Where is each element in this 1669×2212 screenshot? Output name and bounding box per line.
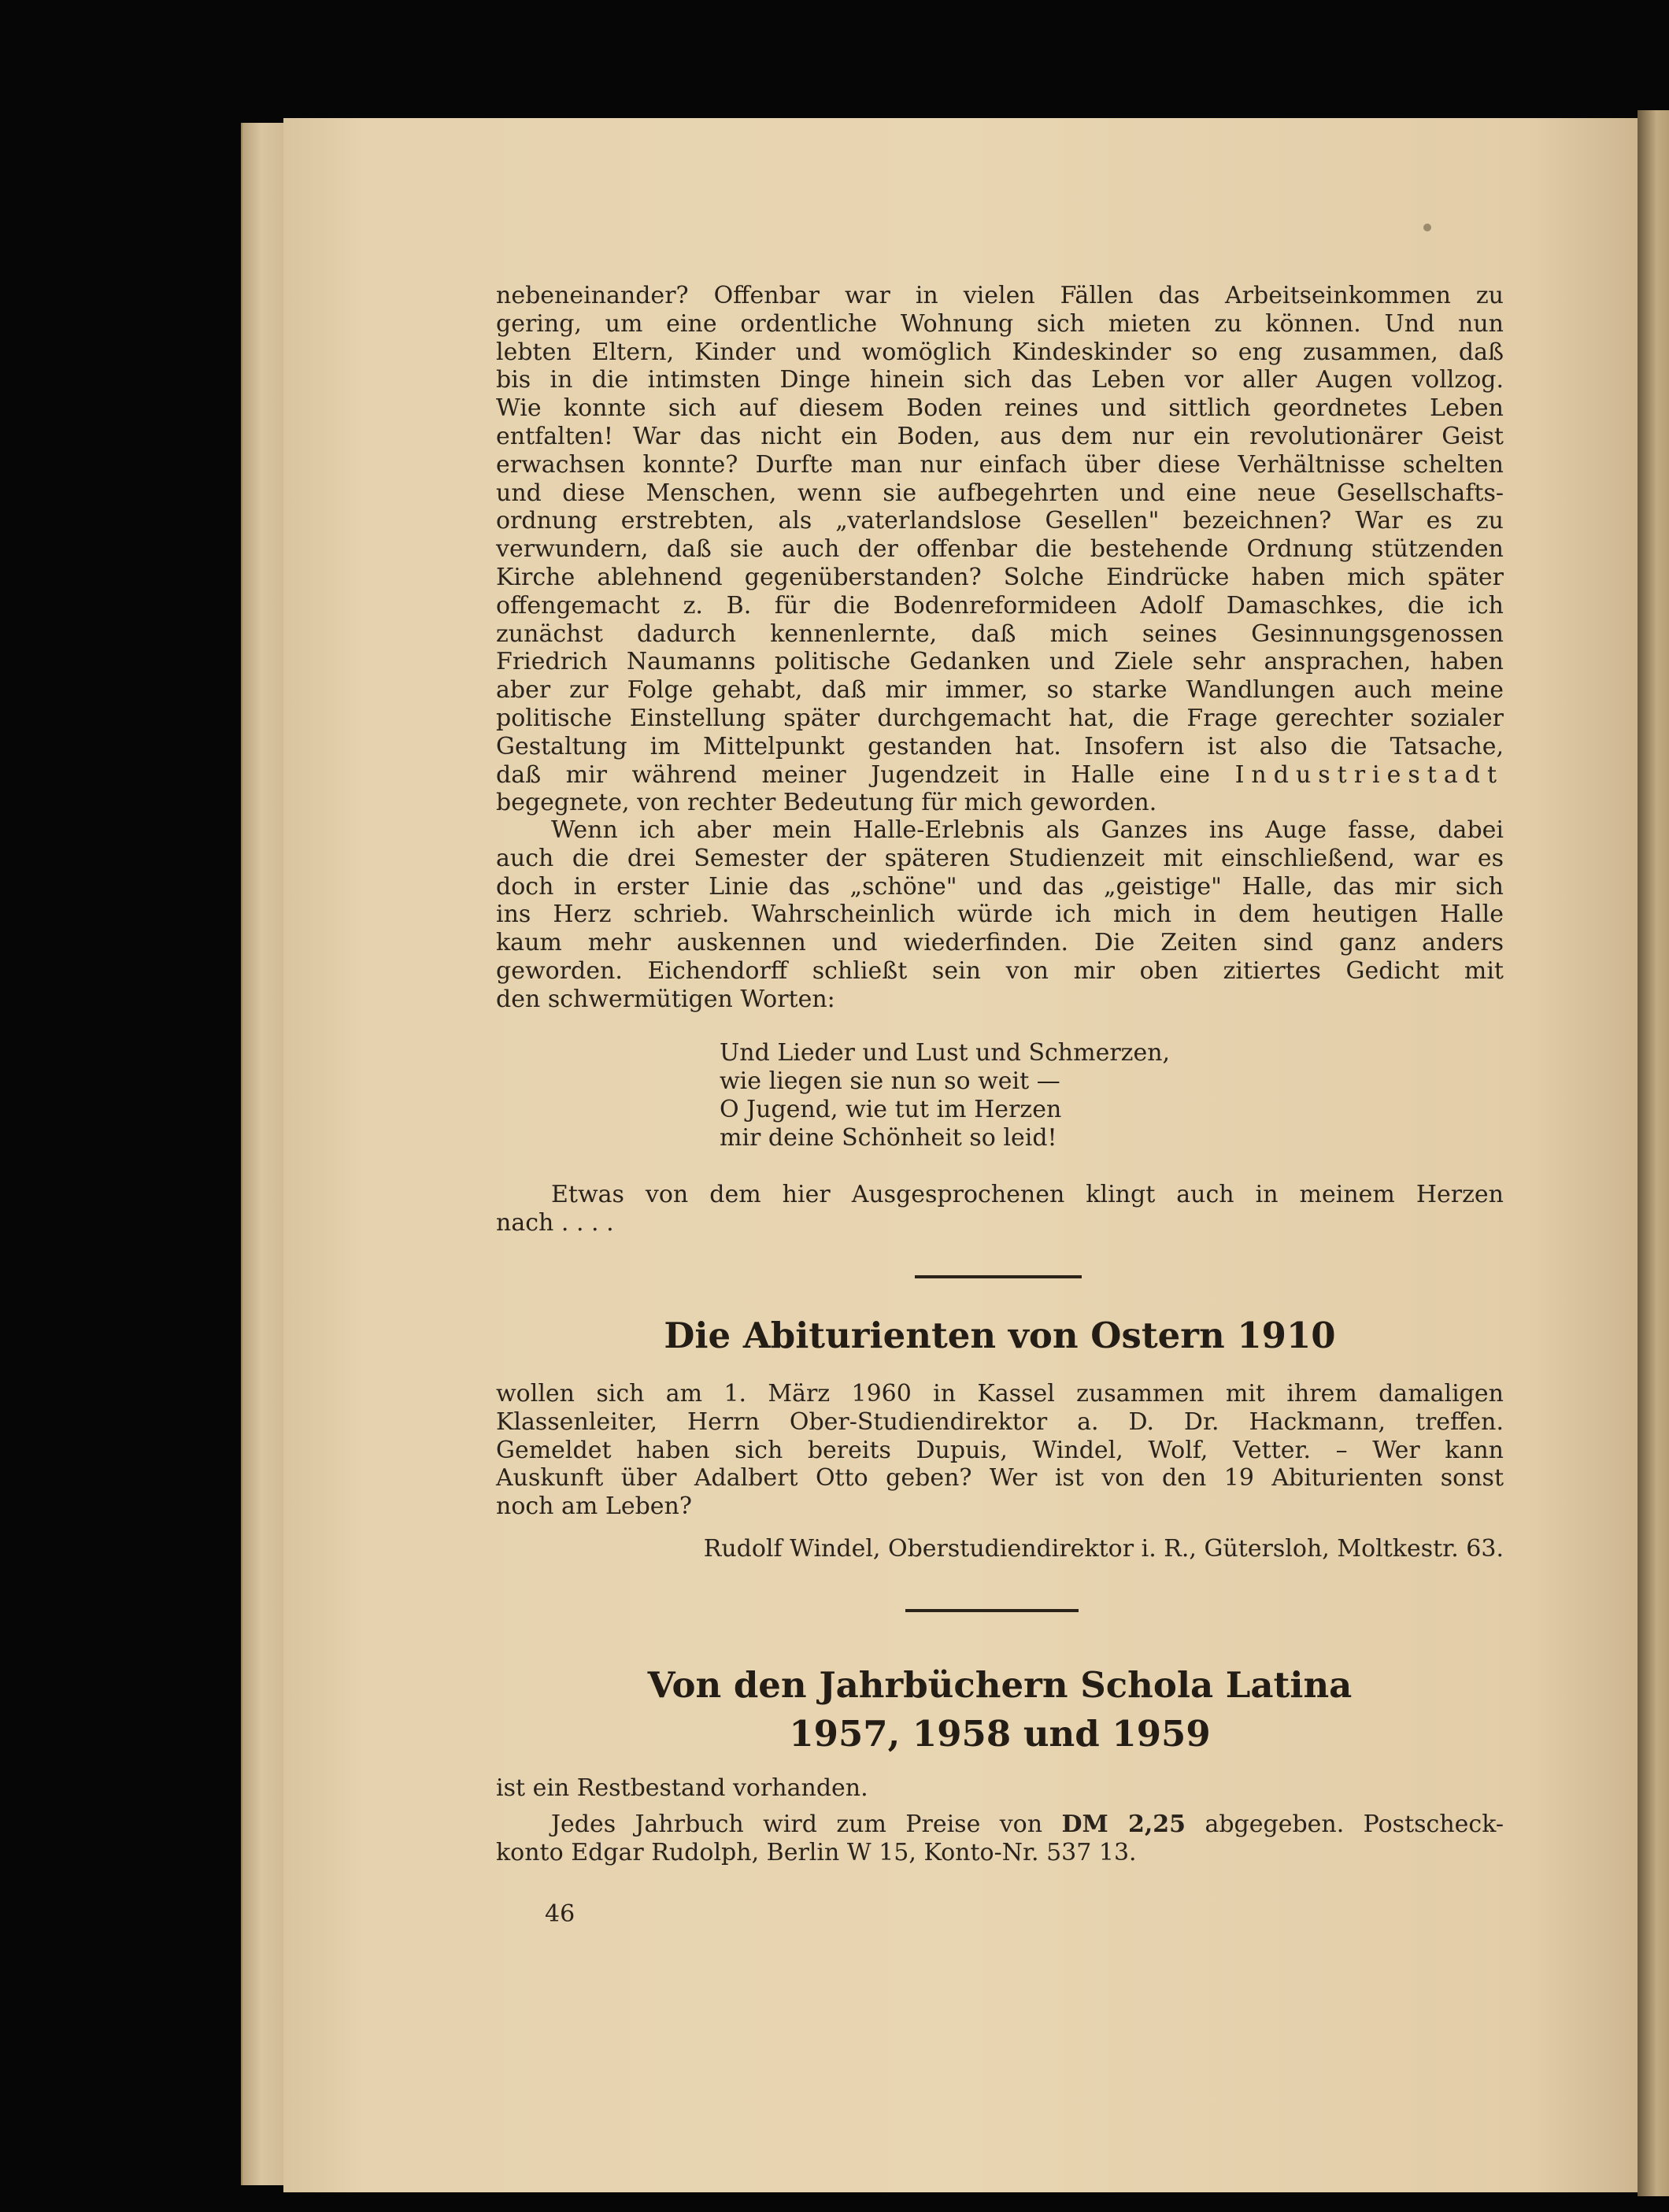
text-line: Wie konnte sich auf diesem Boden reines und sittlich geordnetes Leben (496, 394, 1504, 423)
text-line: und diese Menschen, wenn sie aufbegehrten und eine neue Gesellschafts- (496, 479, 1504, 507)
text-line: ist ein Restbestand vorhanden. (496, 1774, 868, 1802)
poem-quote (720, 1039, 1170, 1152)
notice-2-price-paragraph (496, 1811, 1504, 1867)
poem-line: wie liegen sie nun so weit — (720, 1067, 1060, 1095)
text-line: Auskunft über Adalbert Otto geben? Wer ist von den 19 Abiturienten sonst (496, 1464, 1504, 1493)
poem-line: Und Lieder und Lust und Schmerzen, (720, 1039, 1171, 1067)
text-line: auch die drei Semester der späteren Studienzeit mit einschließend, war es (496, 844, 1504, 872)
text-line: Gestaltung im Mittelpunkt gestanden hat. Insofern ist also die Tatsache, (496, 732, 1504, 760)
text-line: nach . . . . (496, 1208, 614, 1237)
text-line: Etwas von dem hier Ausgesprochenen klingt auch in meinem Herzen (551, 1181, 1504, 1208)
text-line: geworden. Eichendorff schließt sein von mir oben zitiertes Gedicht mit (496, 956, 1504, 985)
notice-2-body (496, 1774, 1504, 1803)
paragraph-2 (496, 816, 1504, 1014)
page-number: 46 (545, 1900, 575, 1928)
text-line: Kirche ablehnend gegenüberstanden? Solche Eindrücke haben mich später (496, 563, 1504, 591)
paragraph-1 (496, 282, 1504, 817)
text-line: aber zur Folge gehabt, daß mir immer, so starke Wandlungen auch meine (496, 676, 1504, 705)
notice-2-heading-line-1: Von den Jahrbüchern Schola Latina (647, 1664, 1353, 1706)
text-line: bis in die intimsten Dinge hinein sich das Leben vor aller Augen vollzog. (496, 366, 1504, 394)
text-line: konto Edgar Rudolph, Berlin W 15, Konto-Nr. 537 13. (496, 1838, 1137, 1866)
text-fragment: abgegeben. Postscheck- (1205, 1811, 1504, 1838)
paper-speck (1423, 224, 1431, 231)
text-line: wollen sich am 1. März 1960 in Kassel zusammen mit ihrem damaligen (496, 1380, 1504, 1407)
text-line: Friedrich Naumanns politische Gedanken und Ziele sehr ansprachen, haben (496, 648, 1504, 676)
spaced-word: Industriestadt (1234, 760, 1504, 789)
poem-line: O Jugend, wie tut im Herzen (720, 1096, 1062, 1123)
text-line: kaum mehr auskennen und wiederfinden. Die Zeiten sind ganz anders (496, 929, 1504, 957)
text-line: noch am Leben? (496, 1493, 692, 1521)
paragraph-3 (496, 1181, 1504, 1237)
text-line: zunächst dadurch kennenlernte, daß mich seines Gesinnungsgenossen (496, 620, 1504, 648)
notice-1-signature: Rudolf Windel, Oberstudiendirektor i. R., Gütersloh, Moltkestr. 63. (703, 1535, 1504, 1563)
section-divider (915, 1275, 1082, 1278)
text-line: ordnung erstrebten, als „vaterlandslose Gesellen" bezeichnen? War es zu (496, 507, 1504, 535)
text-line: entfalten! War das nicht ein Boden, aus dem nur ein revolutionärer Geist (496, 422, 1504, 450)
text-line: nebeneinander? Offenbar war in vielen Fällen das Arbeitseinkommen zu (496, 282, 1504, 309)
text-line: Gemeldet haben sich bereits Dupuis, Windel, Wolf, Vetter. – Wer kann (496, 1436, 1504, 1464)
text-line: den schwermütigen Worten: (496, 985, 835, 1013)
text-line: Wenn ich aber mein Halle-Erlebnis als Ganzes ins Auge fasse, dabei (551, 816, 1504, 844)
price-value: DM 2,25 (1061, 1811, 1186, 1838)
text-line: verwundern, daß sie auch der offenbar die bestehende Ordnung stützenden (496, 535, 1504, 564)
section-divider (905, 1609, 1079, 1612)
notice-2-heading-line-2: 1957, 1958 und 1959 (789, 1713, 1211, 1755)
text-line: lebten Eltern, Kinder und womöglich Kindeskinder so eng zusammen, daß (496, 338, 1504, 366)
text-fragment: Jedes Jahrbuch wird zum Preise von (551, 1811, 1043, 1838)
text-line: gering, um eine ordentliche Wohnung sich mieten zu können. Und nun (496, 309, 1504, 338)
text-line: erwachsen konnte? Durfte man nur einfach über diese Verhältnisse schelten (496, 450, 1504, 479)
text-line-with-price (496, 1811, 1504, 1839)
text-line-with-spaced-word (496, 761, 1504, 790)
text-line: begegnete, von rechter Bedeutung für mich geworden. (496, 789, 1157, 817)
poem-line: mir deine Schönheit so leid! (720, 1124, 1057, 1152)
text-line: politische Einstellung später durchgemacht hat, die Frage gerechter sozialer (496, 704, 1504, 732)
notice-1-body (496, 1380, 1504, 1521)
text-line: ins Herz schrieb. Wahrscheinlich würde ich mich in dem heutigen Halle (496, 901, 1504, 929)
notice-1-heading: Die Abiturienten von Ostern 1910 (664, 1315, 1336, 1356)
text-line: Klassenleiter, Herrn Ober-Studiendirektor a. D. Dr. Hackmann, treffen. (496, 1407, 1504, 1436)
text-line: offengemacht z. B. für die Bodenreformideen Adolf Damaschkes, die ich (496, 591, 1504, 620)
page-edge-left (241, 123, 290, 2185)
text-fragment: daß mir während meiner Jugendzeit in Halle eine (496, 760, 1211, 789)
text-line: doch in erster Linie das „schöne" und das „geistige" Halle, das mir sich (496, 872, 1504, 901)
page-edge-right (1638, 110, 1669, 2196)
